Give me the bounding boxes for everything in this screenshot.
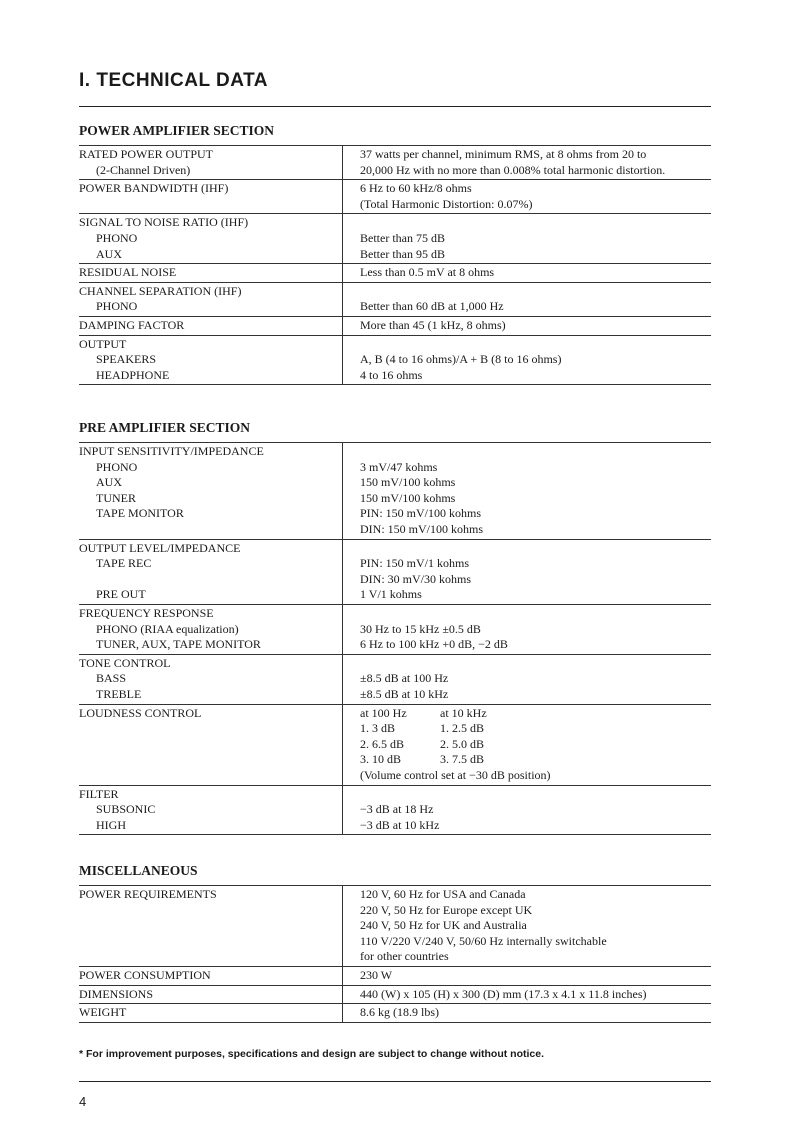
page-number: 4 — [79, 1094, 87, 1109]
spec-label: OUTPUT — [79, 336, 127, 351]
spec-value: 1. 2.5 dB — [440, 721, 485, 736]
spec-value: ±8.5 dB at 10 kHz — [360, 686, 449, 701]
table-row — [79, 282, 711, 316]
spec-sublabel: PHONO — [96, 459, 138, 474]
spec-label: DAMPING FACTOR — [79, 317, 185, 332]
miscellaneous-table — [79, 885, 711, 1023]
spec-value: 4 to 16 ohms — [360, 367, 423, 382]
spec-value: PIN: 150 mV/1 kohms — [360, 556, 470, 571]
section-title: MISCELLANEOUS — [79, 863, 198, 878]
label-cell — [79, 180, 343, 214]
pre-amplifier-table — [79, 442, 711, 835]
spec-value: at 100 Hz — [360, 705, 407, 720]
spec-value: DIN: 30 mV/30 kohms — [360, 571, 471, 586]
label-cell — [79, 282, 343, 316]
spec-sublabel: BASS — [96, 671, 127, 686]
spec-value: 220 V, 50 Hz for Europe except UK — [360, 902, 533, 917]
spec-value: PIN: 150 mV/100 kohms — [360, 506, 482, 521]
spec-value: 1 V/1 kohms — [360, 587, 422, 602]
table-row — [79, 704, 711, 785]
value-cell — [343, 180, 712, 214]
spec-sublabel: TUNER, AUX, TAPE MONITOR — [96, 637, 261, 652]
spec-value: 120 V, 60 Hz for USA and Canada — [360, 887, 526, 901]
value-cell — [343, 316, 712, 335]
power-amplifier-section — [79, 122, 711, 385]
value-cell — [343, 443, 712, 540]
value-cell — [343, 335, 712, 385]
spec-sublabel: SUBSONIC — [96, 802, 156, 817]
spec-sublabel: HEADPHONE — [96, 367, 170, 382]
table-row — [79, 604, 711, 654]
label-cell — [79, 886, 343, 967]
spec-value: DIN: 150 mV/100 kohms — [360, 521, 483, 536]
spec-value: 6 Hz to 60 kHz/8 ohms — [360, 181, 472, 196]
spec-label: FILTER — [79, 786, 119, 801]
value-cell — [343, 966, 712, 985]
label-cell — [79, 704, 343, 785]
spec-label: FREQUENCY RESPONSE — [79, 605, 214, 620]
spec-value: (Volume control set at −30 dB position) — [360, 767, 551, 782]
spec-value: 2. 5.0 dB — [440, 736, 485, 751]
table-row — [79, 1004, 711, 1023]
spec-value: 37 watts per channel, minimum RMS, at 8 ohms from 20 to — [360, 147, 647, 161]
spec-value: 20,000 Hz with no more than 0.008% total harmonic distortion. — [360, 162, 666, 177]
spec-value: Better than 60 dB at 1,000 Hz — [360, 299, 504, 314]
spec-label: LOUDNESS CONTROL — [79, 705, 202, 720]
table-row — [79, 985, 711, 1004]
spec-label: INPUT SENSITIVITY/IMPEDANCE — [79, 444, 264, 458]
spec-label: OUTPUT LEVEL/IMPEDANCE — [79, 540, 241, 555]
spec-sublabel: HIGH — [96, 817, 126, 832]
spec-value: 230 W — [360, 967, 393, 982]
spec-value: 3 mV/47 kohms — [360, 459, 438, 474]
spec-label: POWER REQUIREMENTS — [79, 887, 217, 901]
table-row — [79, 335, 711, 385]
table-row — [79, 264, 711, 283]
label-cell — [79, 443, 343, 540]
label-cell — [79, 214, 343, 264]
spec-value: −3 dB at 10 kHz — [360, 817, 440, 832]
label-cell — [79, 785, 343, 835]
spec-label: POWER BANDWIDTH (IHF) — [79, 181, 229, 196]
spec-sublabel: SPEAKERS — [96, 352, 157, 367]
table-row — [79, 146, 711, 180]
spec-sublabel: AUX — [96, 475, 122, 490]
value-cell — [343, 146, 712, 180]
spec-sublabel: PHONO — [96, 299, 138, 314]
value-cell — [343, 264, 712, 283]
value-cell — [343, 886, 712, 967]
spec-value: 150 mV/100 kohms — [360, 475, 456, 490]
top-rule — [79, 106, 711, 107]
spec-label: SIGNAL TO NOISE RATIO (IHF) — [79, 215, 249, 230]
spec-sublabel: PHONO — [96, 230, 138, 245]
value-cell — [343, 785, 712, 835]
value-cell — [343, 985, 712, 1004]
spec-label: DIMENSIONS — [79, 986, 154, 1001]
value-cell — [343, 604, 712, 654]
label-cell — [79, 146, 343, 180]
table-row — [79, 180, 711, 214]
spec-value: 8.6 kg (18.9 lbs) — [360, 1005, 439, 1020]
spec-sublabel: PHONO (RIAA equalization) — [96, 621, 239, 636]
table-row — [79, 214, 711, 264]
spec-sublabel: (2-Channel Driven) — [96, 162, 191, 177]
label-cell — [79, 335, 343, 385]
spec-value: −3 dB at 18 Hz — [360, 802, 434, 817]
section-title: POWER AMPLIFIER SECTION — [79, 123, 275, 138]
spec-label: RESIDUAL NOISE — [79, 265, 177, 280]
label-cell — [79, 316, 343, 335]
spec-value: A, B (4 to 16 ohms)/A + B (8 to 16 ohms) — [360, 352, 562, 367]
table-row — [79, 539, 711, 604]
spec-value: 3. 10 dB — [360, 752, 402, 767]
spec-value: 6 Hz to 100 kHz +0 dB, −2 dB — [360, 637, 508, 652]
spec-value: at 10 kHz — [440, 705, 487, 720]
table-row — [79, 316, 711, 335]
bottom-rule — [79, 1081, 711, 1082]
spec-value: More than 45 (1 kHz, 8 ohms) — [360, 317, 506, 332]
label-cell — [79, 1004, 343, 1023]
value-cell — [343, 282, 712, 316]
table-row — [79, 654, 711, 704]
miscellaneous-section — [79, 862, 711, 1023]
power-amplifier-table — [79, 145, 711, 385]
spec-sublabel: TAPE REC — [96, 556, 152, 571]
label-cell — [79, 539, 343, 604]
value-cell — [343, 214, 712, 264]
spec-value: 150 mV/100 kohms — [360, 490, 456, 505]
spec-value: 240 V, 50 Hz for UK and Australia — [360, 918, 527, 933]
table-row — [79, 443, 711, 540]
value-cell — [343, 654, 712, 704]
label-cell — [79, 985, 343, 1004]
spec-value: (Total Harmonic Distortion: 0.07%) — [360, 196, 533, 211]
value-cell — [343, 1004, 712, 1023]
spec-label: WEIGHT — [79, 1005, 127, 1020]
spec-value: for other countries — [360, 949, 449, 964]
spec-sublabel: TREBLE — [96, 686, 142, 701]
spec-label: POWER CONSUMPTION — [79, 967, 211, 982]
spec-value: 30 Hz to 15 kHz ±0.5 dB — [360, 621, 481, 636]
spec-sublabel: AUX — [96, 246, 122, 261]
spec-value: Better than 75 dB — [360, 230, 445, 245]
label-cell — [79, 654, 343, 704]
table-row — [79, 886, 711, 967]
label-cell — [79, 264, 343, 283]
spec-label: RATED POWER OUTPUT — [79, 147, 213, 161]
table-row — [79, 785, 711, 835]
page-title: I. TECHNICAL DATA — [79, 70, 268, 91]
spec-value: 440 (W) x 105 (H) x 300 (D) mm (17.3 x 4.1 x 11.8 inches) — [360, 986, 647, 1001]
table-row — [79, 966, 711, 985]
pre-amplifier-section — [79, 419, 711, 835]
spec-value: 110 V/220 V/240 V, 50/60 Hz internally switchable — [360, 933, 607, 948]
spec-value: 3. 7.5 dB — [440, 752, 485, 767]
label-cell — [79, 604, 343, 654]
footnote: * For improvement purposes, specifications and design are subject to change without notice. — [79, 1048, 544, 1060]
spec-label: CHANNEL SEPARATION (IHF) — [79, 283, 242, 298]
spec-sublabel: TAPE MONITOR — [96, 506, 184, 521]
spec-value: Less than 0.5 mV at 8 ohms — [360, 265, 495, 280]
spec-value: ±8.5 dB at 100 Hz — [360, 671, 449, 686]
spec-sublabel: PRE OUT — [96, 587, 146, 602]
spec-value: 1. 3 dB — [360, 721, 396, 736]
value-cell — [343, 539, 712, 604]
spec-value: 2. 6.5 dB — [360, 736, 405, 751]
spec-sublabel: TUNER — [96, 490, 136, 505]
spec-label: TONE CONTROL — [79, 655, 171, 670]
value-cell — [343, 704, 712, 785]
label-cell — [79, 966, 343, 985]
section-title: PRE AMPLIFIER SECTION — [79, 420, 251, 435]
spec-value: Better than 95 dB — [360, 246, 445, 261]
